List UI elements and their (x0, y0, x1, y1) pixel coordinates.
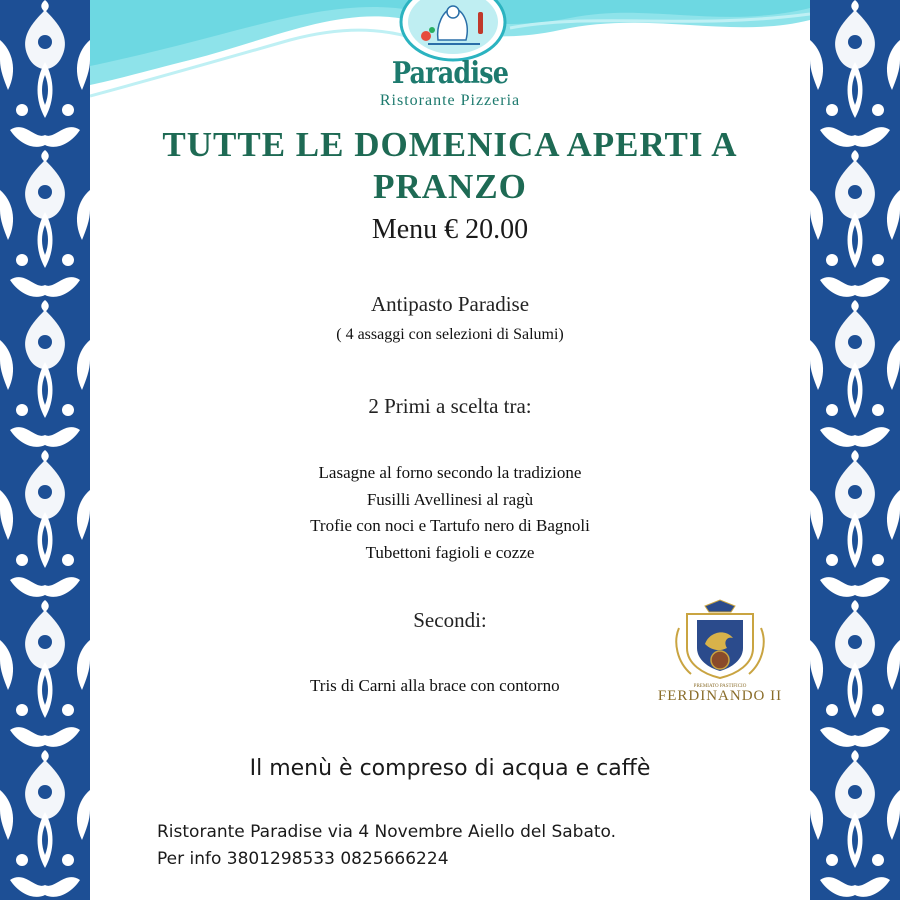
secondi-dish: Tris di Carni alla brace con contorno (310, 676, 560, 695)
primi-dish-2: Fusilli Avellinesi al ragù (366, 490, 534, 509)
award-caption: PREMIATO PASTIFICIO (693, 684, 747, 689)
right-damask-border (810, 0, 900, 900)
primi-title: 2 Primi a scelta tra: (368, 394, 532, 418)
antipasto-detail: ( 4 assaggi con selezioni di Salumi) (336, 326, 564, 343)
headline-line-2: PRANZO (373, 167, 527, 206)
primi-dish-3: Trofie con noci e Tartufo nero di Bagnoli (310, 516, 590, 535)
headline-line-1: TUTTE LE DOMENICA APERTI A (162, 125, 738, 164)
antipasto-title: Antipasto Paradise (370, 292, 530, 316)
left-damask-border (0, 0, 90, 900)
menu-sheet (90, 0, 810, 900)
brand-name: Paradise (391, 56, 509, 91)
contact-address: Ristorante Paradise via 4 Novembre Aiello del Sabato. (157, 822, 617, 842)
primi-dish-4: Tubettoni fagioli e cozze (365, 543, 535, 562)
contact-phones: Per info 3801298533 0825666224 (157, 849, 449, 869)
menu-price: Menu € 20.00 (371, 214, 529, 245)
secondi-title: Secondi: (413, 608, 487, 632)
award-name: FERDINANDO II (657, 688, 783, 704)
primi-dish-1: Lasagne al forno secondo la tradizione (318, 463, 582, 482)
includes-note: Il menù è compreso di acqua e caffè (249, 756, 651, 781)
brand-subtitle: Ristorante Pizzeria (379, 92, 521, 109)
